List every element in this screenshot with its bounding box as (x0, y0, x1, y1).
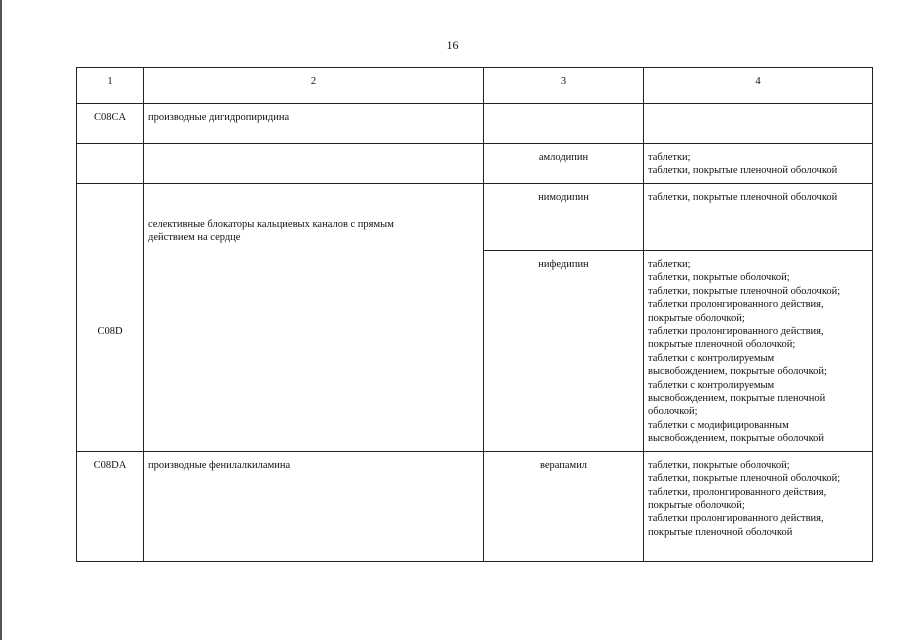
dosage-form: покрытые оболочкой; (648, 499, 745, 511)
forms-cell (644, 104, 873, 144)
dosage-form: таблетки пролонгированного действия, (648, 513, 824, 525)
dosage-form: таблетки с контролируемым (648, 352, 775, 364)
dosage-form: таблетки, пролонгированного действия, (648, 486, 827, 498)
dosage-form: таблетки, покрытые пленочной оболочкой (648, 192, 838, 203)
table-row (77, 144, 873, 184)
atc-group-line: селективные блокаторы кальциевых каналов с прямым (148, 219, 394, 230)
dosage-form: высвобождением, покрытые оболочкой; (648, 366, 827, 378)
dosage-form: таблетки, покрытые пленочной оболочкой; (648, 285, 841, 297)
page-number: 16 (446, 38, 459, 52)
header-col-1: 1 (77, 68, 144, 104)
dosage-form: покрытые пленочной оболочкой (648, 526, 793, 538)
table-row (77, 184, 873, 251)
header-col-4: 4 (644, 68, 873, 104)
drug-table (76, 67, 873, 562)
dosage-form: высвобождением, покрытые пленочной (648, 393, 826, 405)
dosage-form: оболочкой; (648, 406, 698, 418)
dosage-form: таблетки, покрытые оболочкой; (648, 272, 790, 284)
forms-cell (644, 451, 873, 561)
dosage-form: таблетки с контролируемым (648, 379, 775, 391)
table-row (77, 451, 873, 561)
forms-cell (644, 184, 873, 251)
atc-code: C08D (77, 184, 144, 452)
dosage-form: высвобождением, покрытые оболочкой (648, 433, 825, 445)
inn-cell: амлодипин (484, 144, 644, 184)
dosage-form: покрытые оболочкой; (648, 312, 745, 324)
dosage-form: таблетки пролонгированного действия, (648, 299, 824, 311)
atc-code (77, 144, 144, 184)
dosage-form: таблетки, покрытые пленочной оболочкой; (648, 473, 841, 485)
header-col-2: 2 (144, 68, 484, 104)
forms-cell (644, 144, 873, 184)
atc-code: C08CA (77, 104, 144, 144)
forms-cell (644, 251, 873, 452)
dosage-form: таблетки; (648, 152, 691, 163)
dosage-form: таблетки, покрытые пленочной оболочкой (648, 165, 838, 177)
atc-group: производные дигидропиридина (144, 104, 484, 144)
inn-cell: нимодипин (484, 184, 644, 251)
atc-group (144, 144, 484, 184)
atc-code: C08DA (77, 451, 144, 561)
table-header-row (77, 68, 873, 104)
inn-cell: верапамил (484, 451, 644, 561)
dosage-form: таблетки пролонгированного действия, (648, 326, 824, 338)
dosage-form: покрытые пленочной оболочкой; (648, 339, 796, 351)
inn-cell: нифедипин (484, 251, 644, 452)
dosage-form: таблетки с модифицированным (648, 419, 789, 431)
header-col-3: 3 (484, 68, 644, 104)
dosage-form: таблетки, покрытые оболочкой; (648, 459, 790, 471)
atc-group: производные фенилалкиламина (144, 451, 484, 561)
atc-group-line: действием на сердце (148, 232, 241, 244)
page-left-edge (0, 0, 2, 640)
atc-group (144, 184, 484, 452)
dosage-form: таблетки; (648, 259, 691, 270)
inn-cell (484, 104, 644, 144)
table-row (77, 104, 873, 144)
